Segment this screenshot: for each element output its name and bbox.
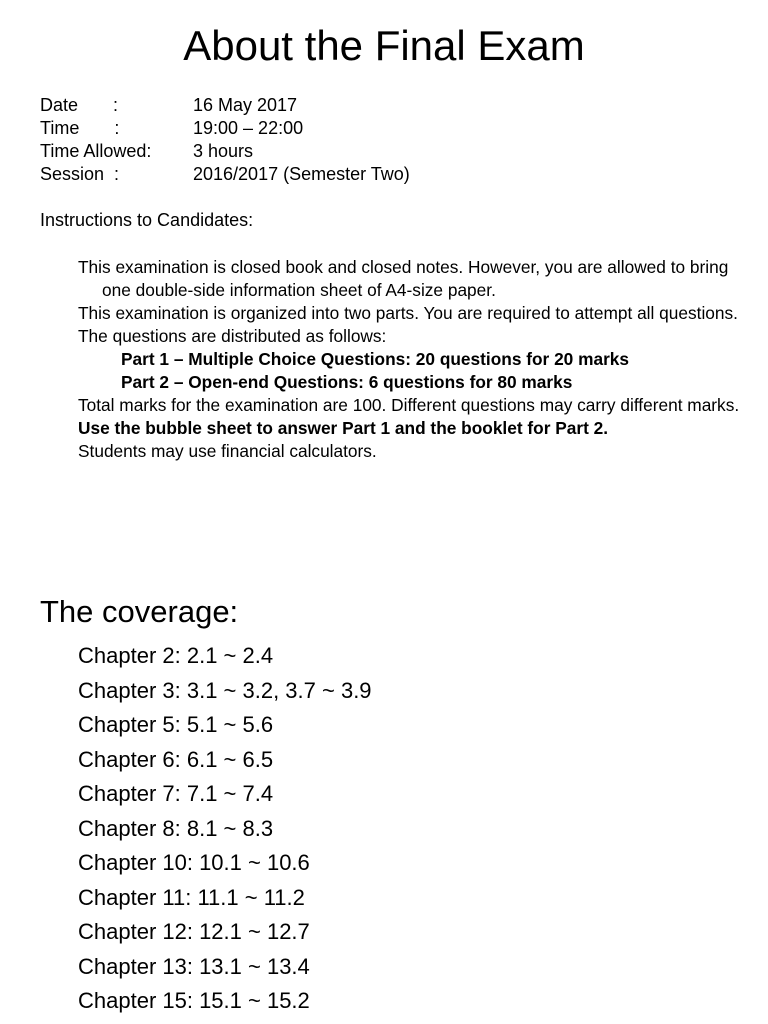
instruction-two-parts: This examination is organized into two parts. You are required to attempt all questions. [78,303,738,323]
coverage-item: Chapter 13: 13.1 ~ 13.4 [78,953,310,979]
instruction-closed-book: This examination is closed book and closed notes. However, you are allowed to bring one double-side information sheet of A4-size paper. [78,257,729,300]
coverage-list [78,639,372,1019]
session-value: 2016/2017 (Semester Two) [193,164,410,184]
time-label: Time : [40,118,120,138]
date-value: 16 May 2017 [193,95,298,115]
coverage-item: Chapter 11: 11.1 ~ 11.2 [78,884,305,910]
coverage-item: Chapter 7: 7.1 ~ 7.4 [78,781,274,806]
part-1-description: Part 1 – Multiple Choice Questions: 20 questions for 20 marks [121,349,630,369]
date-label: Date : [40,95,119,115]
coverage-item: Chapter 5: 5.1 ~ 5.6 [78,712,274,737]
instructions-list [78,256,748,463]
coverage-item: Chapter 10: 10.1 ~ 10.6 [78,850,310,875]
page-title: About the Final Exam [183,22,585,69]
coverage-heading: The coverage: [40,594,239,629]
instruction-distribution: The questions are distributed as follows: [78,326,387,346]
coverage-item: Chapter 2: 2.1 ~ 2.4 [78,643,274,668]
session-label: Session : [40,164,120,184]
time-allowed-label: Time Allowed: [40,141,152,161]
time-value: 19:00 – 22:00 [193,118,304,138]
instruction-total-marks: Total marks for the examination are 100. Different questions may carry different marks. [78,395,740,415]
coverage-item: Chapter 3: 3.1 ~ 3.2, 3.7 ~ 3.9 [78,677,372,703]
coverage-item: Chapter 6: 6.1 ~ 6.5 [78,746,274,772]
coverage-item: Chapter 12: 12.1 ~ 12.7 [78,919,310,944]
instructions-heading: Instructions to Candidates: [40,210,254,230]
coverage-item: Chapter 15: 15.1 ~ 15.2 [78,988,310,1013]
part-2-description: Part 2 – Open-end Questions: 6 questions for 80 marks [121,372,573,392]
instruction-answer-sheets: Use the bubble sheet to answer Part 1 and the booklet for Part 2. [78,418,609,438]
time-allowed-value: 3 hours [193,141,254,161]
coverage-item: Chapter 8: 8.1 ~ 8.3 [78,815,274,841]
instruction-calculators: Students may use financial calculators. [78,441,377,461]
